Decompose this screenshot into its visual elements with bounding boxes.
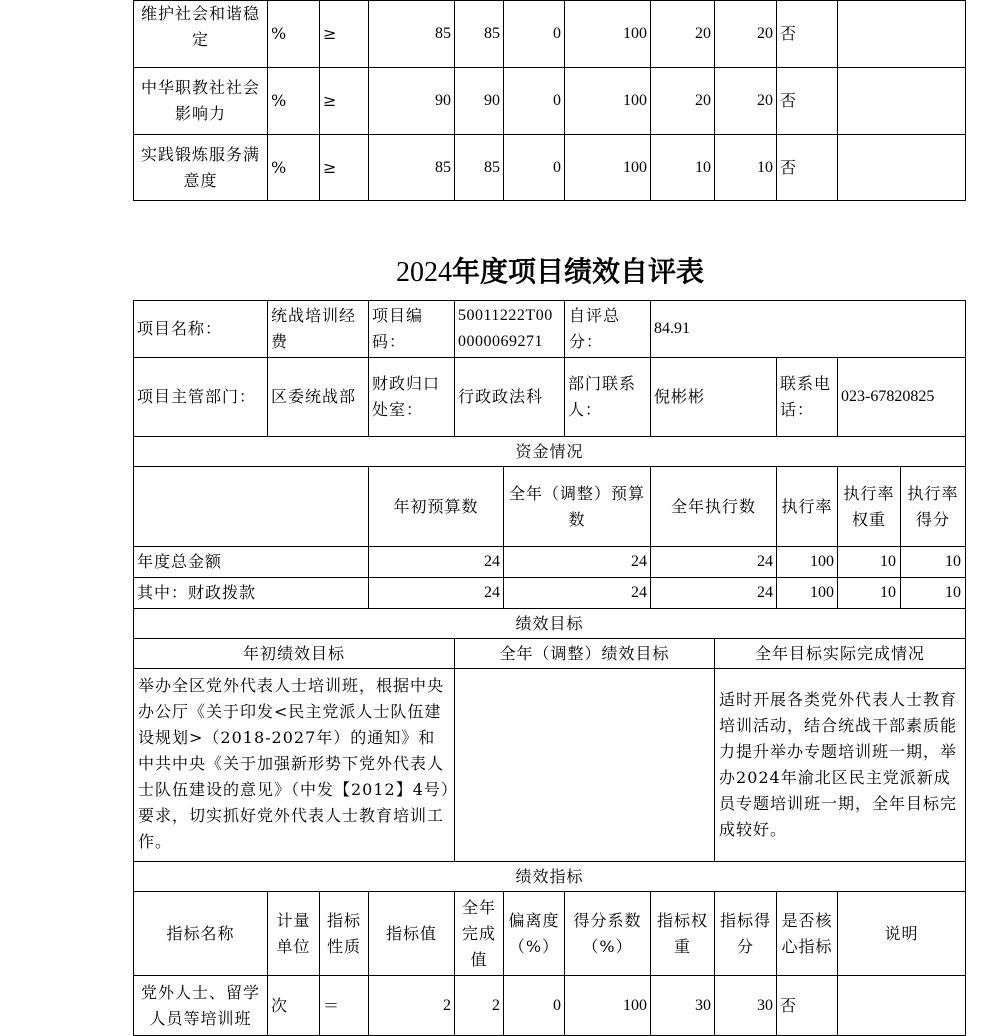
contact-label: 部门联系人： (565, 358, 651, 437)
indicator-score: 20 (715, 1, 777, 68)
self-evaluation-table (133, 300, 966, 1036)
table-row (134, 68, 966, 135)
indicator-weight: 30 (651, 976, 715, 1036)
ind-col-nature: 指标性质 (320, 892, 369, 976)
goals-col-adjusted: 全年（调整）绩效目标 (455, 639, 715, 669)
funds-col-weight-score (838, 467, 966, 547)
indicator-done: 85 (455, 135, 504, 201)
funds-row-weight-score (838, 578, 966, 609)
indicator-done: 2 (455, 976, 504, 1036)
goals-col-actual: 全年目标实际完成情况 (715, 639, 966, 669)
indicator-done: 85 (455, 1, 504, 68)
table-row (134, 358, 966, 437)
indicator-nature: ＝ (320, 976, 369, 1036)
project-name-label: 项目名称： (134, 301, 268, 358)
indicator-nature: ≥ (320, 1, 369, 68)
ind-col-value: 指标值 (369, 892, 455, 976)
indicator-nature: ≥ (320, 68, 369, 135)
funds-row-score: 10 (945, 553, 962, 570)
funds-row-label: 其中：财政拨款 (134, 578, 369, 609)
funds-row-executed: 24 (651, 547, 777, 578)
indicator-core: 否 (777, 976, 838, 1036)
indicator-deviation: 0 (504, 976, 565, 1036)
table-row (134, 609, 966, 639)
table-row (134, 669, 966, 862)
funds-section-title: 资金情况 (134, 437, 966, 467)
funds-col-rate: 执行率 (777, 467, 838, 547)
indicator-coef: 100 (565, 135, 651, 201)
indicator-note (838, 68, 966, 135)
indicator-note (838, 976, 966, 1036)
indicator-core: 否 (777, 1, 838, 68)
indicator-unit: 次 (268, 976, 320, 1036)
table-row (134, 437, 966, 467)
ind-col-deviation: 偏离度（%） (504, 892, 565, 976)
table-row (134, 467, 966, 547)
funds-row-weight: 10 (838, 547, 901, 577)
table-row (134, 578, 966, 609)
indicator-value: 2 (369, 976, 455, 1036)
indicator-value: 85 (369, 1, 455, 68)
funds-row-rate: 100 (777, 547, 838, 578)
goals-section-title: 绩效目标 (134, 609, 966, 639)
funds-corner-cell (134, 467, 369, 547)
project-code-label: 项目编码： (369, 301, 455, 358)
indicator-note (838, 135, 966, 201)
project-code-value: 50011222T000000069271 (455, 301, 565, 358)
indicator-name: 实践锻炼服务满意度 (134, 135, 268, 201)
indicator-name: 维护社会和谐稳定 (134, 1, 268, 68)
indicator-score: 10 (715, 135, 777, 201)
ind-col-name: 指标名称 (134, 892, 268, 976)
indicator-coef: 100 (565, 1, 651, 68)
goals-actual-text: 适时开展各类党外代表人士教育培训活动，结合统战干部素质能力提升举办专题培训班一期，举办2024年渝北区民主党派新成员专题培训班一期，全年目标完成较好。 (715, 669, 966, 862)
goals-adjusted-text (455, 669, 715, 862)
contact-value: 倪彬彬 (651, 358, 777, 437)
indicator-unit: % (268, 1, 320, 68)
table-row (134, 976, 966, 1036)
indicator-deviation: 0 (504, 135, 565, 201)
funds-row-adjusted: 24 (504, 547, 651, 578)
table-row (134, 135, 966, 201)
funds-col-adjusted: 全年（调整）预算数 (504, 467, 651, 547)
phone-label: 联系电话： (777, 358, 838, 437)
indicator-note (838, 1, 966, 68)
table-row (134, 892, 966, 976)
indicator-deviation: 0 (504, 1, 565, 68)
ind-col-unit: 计量单位 (268, 892, 320, 976)
funds-col-rate-score: 执行率得分 (907, 483, 959, 529)
indicator-value: 90 (369, 68, 455, 135)
indicator-coef: 100 (565, 68, 651, 135)
title-text: 年度项目绩效自评表 (451, 255, 704, 288)
indicator-score: 20 (715, 68, 777, 135)
funds-row-score: 10 (945, 584, 962, 601)
indicator-name: 中华职教社社会影响力 (134, 68, 268, 135)
indicator-core: 否 (777, 135, 838, 201)
indicator-score: 30 (715, 976, 777, 1036)
table-row (134, 862, 966, 892)
indicator-weight: 20 (651, 68, 715, 135)
funds-col-budget: 年初预算数 (369, 467, 504, 547)
ind-col-core: 是否核心指标 (777, 892, 838, 976)
self-score-value: 84.91 (651, 301, 966, 358)
indicator-core: 否 (777, 68, 838, 135)
self-score-label: 自评总分： (565, 301, 651, 358)
page-title (0, 250, 1000, 295)
table-row (134, 547, 966, 578)
indicator-deviation: 0 (504, 68, 565, 135)
indicator-coef: 100 (565, 976, 651, 1036)
indicator-continuation-table (133, 0, 966, 201)
goals-initial-text: 举办全区党外代表人士培训班，根据中央办公厅《关于印发<民主党派人士队伍建设规划>（2018-2027年）的通知》和中共中央《关于加强新形势下党外代表人士队伍建设的意见》（中发【2012】4号）要求，切实抓好党外代表人士教育培训工作。 (134, 669, 455, 862)
indicator-weight: 10 (651, 135, 715, 201)
table-row (134, 301, 966, 358)
funds-col-rate-weight: 执行率权重 (838, 467, 901, 546)
phone-value: 023-67820825 (838, 358, 966, 437)
finance-office-value: 行政政法科 (455, 358, 565, 437)
funds-row-budget: 24 (369, 547, 504, 578)
indicator-nature: ≥ (320, 135, 369, 201)
indicator-name: 党外人士、留学人员等培训班 (134, 976, 268, 1036)
goals-col-initial: 年初绩效目标 (134, 639, 455, 669)
table-row (134, 639, 966, 669)
indicator-weight: 20 (651, 1, 715, 68)
ind-col-weight: 指标权重 (651, 892, 715, 976)
indicator-unit: % (268, 68, 320, 135)
finance-office-label: 财政归口处室： (369, 358, 455, 437)
funds-row-executed: 24 (651, 578, 777, 609)
ind-col-score: 指标得分 (715, 892, 777, 976)
funds-row-budget: 24 (369, 578, 504, 609)
ind-col-coef: 得分系数（%） (565, 892, 651, 976)
ind-col-note: 说明 (838, 892, 966, 976)
funds-row-adjusted: 24 (504, 578, 651, 609)
indicator-value: 85 (369, 135, 455, 201)
funds-row-label: 年度总金额 (134, 547, 369, 578)
dept-value: 区委统战部 (268, 358, 369, 437)
funds-row-weight-score (838, 547, 966, 578)
funds-row-weight: 10 (838, 578, 901, 608)
funds-row-rate: 100 (777, 578, 838, 609)
funds-col-executed: 全年执行数 (651, 467, 777, 547)
indicators-section-title: 绩效指标 (134, 862, 966, 892)
dept-label: 项目主管部门： (134, 358, 268, 437)
project-name-value: 统战培训经费 (268, 301, 369, 358)
indicator-unit: % (268, 135, 320, 201)
indicator-done: 90 (455, 68, 504, 135)
table-row (134, 1, 966, 68)
ind-col-done: 全年完成值 (455, 892, 504, 976)
title-year: 2024 (395, 257, 452, 288)
